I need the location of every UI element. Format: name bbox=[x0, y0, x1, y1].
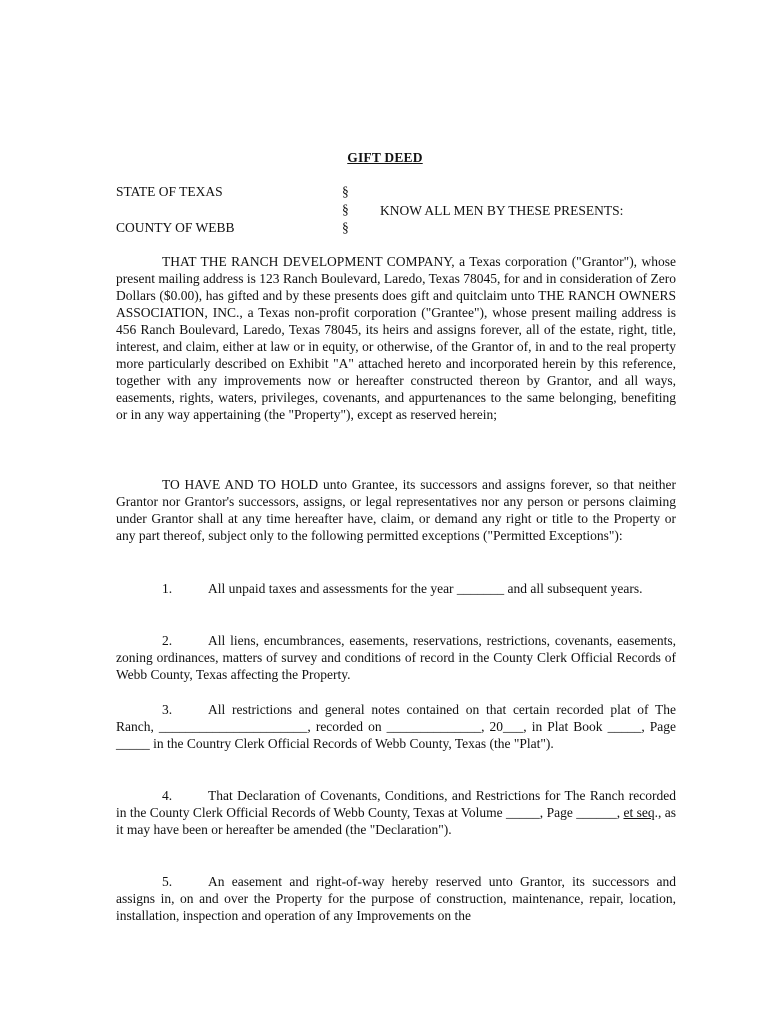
exception-number: 2. bbox=[162, 633, 173, 648]
section-symbol: § bbox=[342, 202, 349, 217]
exception-text: An easement and right-of-way hereby reserved unto Grantor, its successors and assigns in, on and over the Property for the purpose of construction, maintenance, repair, location, installation, inspection and operation of any Improvements on the bbox=[116, 874, 676, 923]
know-all-men-heading: KNOW ALL MEN BY THESE PRESENTS: bbox=[380, 203, 624, 218]
county-label: COUNTY OF WEBB bbox=[116, 220, 235, 235]
exception-item bbox=[116, 632, 676, 683]
exception-number: 3. bbox=[162, 702, 173, 717]
exception-text: All restrictions and general notes contained on that certain recorded plat of The Ranch, ______________________, recorded on ______________, 20___, in Plat Book _____, Page _____ in the Country Clerk Official Records of Webb County, Texas (the "Plat"). bbox=[116, 702, 676, 751]
granting-paragraph bbox=[116, 253, 676, 423]
exception-number: 4. bbox=[162, 788, 173, 803]
section-symbol: § bbox=[342, 184, 349, 199]
exception-text-tail: ., as it may have been or hereafter be amended (the "Declaration"). bbox=[116, 805, 676, 837]
granting-text: THAT THE RANCH DEVELOPMENT COMPANY, a Texas corporation ("Grantor"), whose present mailing address is 123 Ranch Boulevard, Laredo, Texas 78045, for and in consideration of Zero Dollars ($0.00), has gifted and by these presents does gift and quitclaim unto THE RANCH OWNERS ASSOCIATION, INC., a Texas non-profit corporation ("Grantee"), whose present mailing address is 456 Ranch Boulevard, Laredo, Texas 78045, its heirs and assigns forever, all of the estate, right, title, interest, and claim, either at law or in equity, or otherwise, of the Grantor of, in and to the real property more particularly described on Exhibit "A" attached hereto and incorporated herein by this reference, together with any improvements now or hereafter constructed thereon by Grantor, and all ways, easements, rights, waters, privileges, covenants, and appurtenances to the same belonging, benefiting or in any way appertaining (the "Property"), except as reserved herein; bbox=[116, 254, 676, 422]
exception-number: 5. bbox=[162, 874, 173, 889]
exception-item bbox=[116, 787, 676, 838]
exception-item bbox=[116, 701, 676, 752]
document-title: GIFT DEED bbox=[347, 150, 423, 165]
habendum-paragraph bbox=[116, 476, 676, 544]
exception-text: All liens, encumbrances, easements, reservations, restrictions, covenants, easements, zoning ordinances, matters of survey and conditions of record in the County Clerk Official Records of Webb County, Texas affecting the Property. bbox=[116, 633, 676, 682]
exception-item bbox=[116, 873, 676, 924]
exception-item bbox=[116, 580, 676, 597]
exception-number: 1. bbox=[162, 581, 173, 596]
habendum-text: TO HAVE AND TO HOLD unto Grantee, its successors and assigns forever, so that neither Grantor nor Grantor's successors, assigns, or legal representatives nor any person or persons claiming under Grantor shall at any time hereafter have, claim, or demand any right or title to the Property or any part thereof, subject only to the following permitted exceptions ("Permitted Exceptions"): bbox=[116, 477, 676, 543]
section-symbol: § bbox=[342, 220, 349, 235]
exception-text: All unpaid taxes and assessments for the year _______ and all subsequent years. bbox=[208, 581, 643, 596]
exception-text: That Declaration of Covenants, Conditions, and Restrictions for The Ranch recorded in the County Clerk Official Records of Webb County, Texas at Volume _____, Page ______, bbox=[116, 788, 676, 820]
et-seq-text: et seq bbox=[623, 805, 655, 820]
state-label: STATE OF TEXAS bbox=[116, 184, 223, 199]
